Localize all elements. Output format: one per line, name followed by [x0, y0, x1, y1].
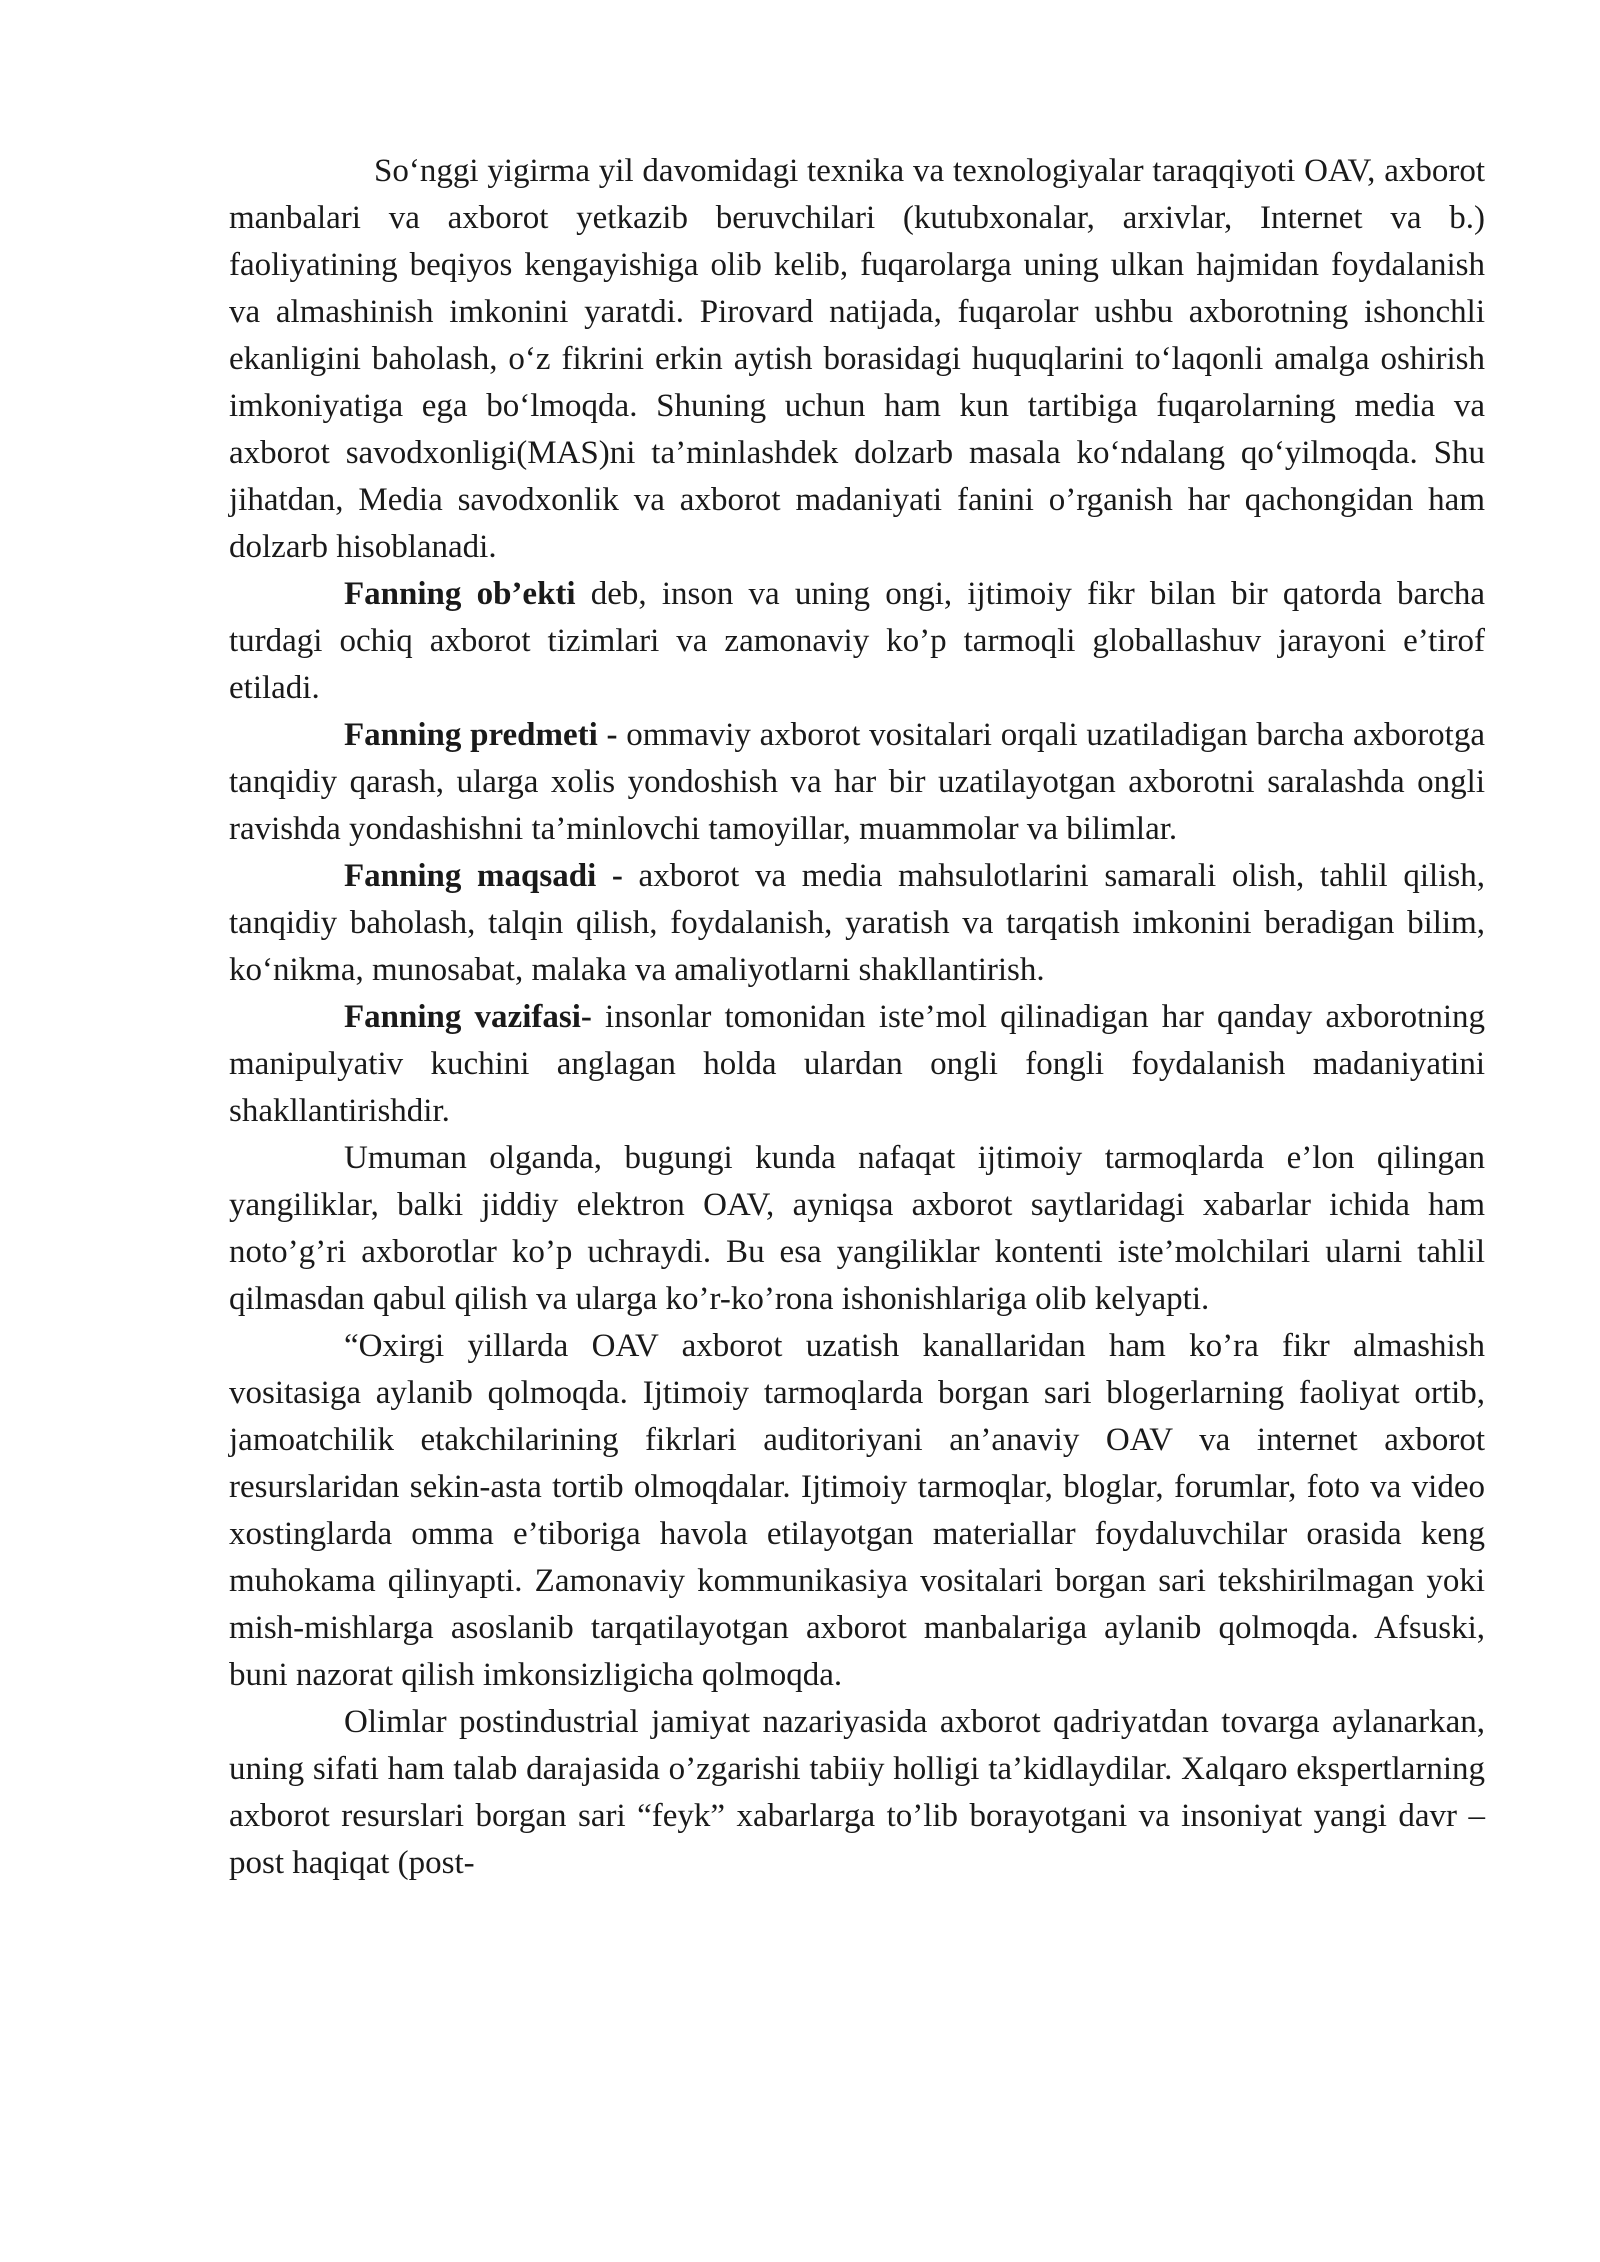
term-label: Fanning vazifasi- — [344, 999, 592, 1035]
term-label: Fanning ob’ekti — [344, 576, 576, 612]
paragraph-text: insonlar tomonidan iste’mol qilinadigan har qanday axborotning manipulyativ kuchini anglagan holda ulardan ongli fongli foydalanish madaniyatini shakllantirishdir. — [229, 999, 1485, 1129]
term-label: Fanning maqsadi - — [344, 858, 623, 894]
intro-paragraph — [229, 148, 1485, 571]
paragraph-text: axborot va media mahsulotlarini samarali olish, tahlil qilish, tanqidiy baholash, talqin qilish, foydalanish, yaratish va tarqatish imkonini beradigan bilim, ko‘nikma, munosabat, malaka va amaliyotlarni shakllantirish. — [229, 858, 1485, 988]
paragraph-text: “Oxirgi yillarda OAV axborot uzatish kanallaridan ham ko’ra fikr almashish vositasiga aylanib qolmoqda. Ijtimoiy tarmoqlarda borgan sari blogerlarning faoliyat ortib, jamoatchilik etakchilarining fikrlari auditoriyani an’anaviy OAV va internet axborot resurslaridan sekin-asta tortib olmoqdalar. Ijtimoiy tarmoqlar, bloglar, forumlar, foto va video xostinglarda omma e’tiboriga havola etilayotgan materiallar foydaluvchilar orasida keng muhokama qilinyapti. Zamonaviy kommunikasiya vositalari borgan sari tekshirilmagan yoki mish-mishlarga asoslanib tarqatilayotgan axborot manbalariga aylanib qolmoqda. Afsuski, buni nazorat qilish imkonsizligicha qolmoqda. — [229, 1328, 1485, 1693]
subject-task-paragraph — [229, 994, 1485, 1135]
paragraph-text: deb, inson va uning ongi, ijtimoiy fikr bilan bir qatorda barcha turdagi ochiq axborot tizimlari va zamonaviy ko’p tarmoqli globallashuv jarayoni e’tirof etiladi. — [229, 576, 1485, 706]
subject-object-paragraph — [229, 571, 1485, 712]
paragraph-text: Umuman olganda, bugungi kunda nafaqat ijtimoiy tarmoqlarda e’lon qilingan yangiliklar, balki jiddiy elektron OAV, ayniqsa axborot saytlaridagi xabarlar ichida ham noto’g’ri axborotlar ko’p uchraydi. Bu esa yangiliklar kontenti iste’molchilari ularni tahlil qilmasdan qabul qilish va ularga ko’r-ko’rona ishonishlariga olib kelyapti. — [229, 1140, 1485, 1317]
document-page — [229, 148, 1485, 1887]
subject-matter-paragraph — [229, 712, 1485, 853]
paragraph-text: ommaviy axborot vositalari orqali uzatiladigan barcha axborotga tanqidiy qarash, ularga xolis yondoshish va har bir uzatilayotgan axborotni saralashda ongli ravishda yondashishni ta’minlovchi tamoyillar, muammolar va bilimlar. — [229, 717, 1485, 847]
paragraph-text: Olimlar postindustrial jamiyat nazariyasida axborot qadriyatdan tovarga aylanarkan, uning sifati ham talab darajasida o’zgarishi tabiiy holligi ta’kidlaydilar. Xalqaro ekspertlarning axborot resurslari borgan sari “feyk” xabarlarga to’lib borayotgani va insoniyat yangi davr – post haqiqat (post- — [229, 1704, 1485, 1881]
body-paragraph — [229, 1323, 1485, 1699]
paragraph-text: So‘nggi yigirma yil davomidagi texnika va texnologiyalar taraqqiyoti OAV, axborot manbalari va axborot yetkazib beruvchilari (kutubxonalar, arxivlar, Internet va b.) faoliyatining beqiyos kengayishiga olib kelib, fuqarolarga uning ulkan hajmidan foydalanish va almashinish imkonini yaratdi. Pirovard natijada, fuqarolar ushbu axborotning ishonchli ekanligini baholash, o‘z fikrini erkin aytish borasidagi huquqlarini to‘laqonli amalga oshirish imkoniyatiga ega bo‘lmoqda. Shuning uchun ham kun tartibiga fuqarolarning media va axborot savodxonligi(MAS)ni ta’minlashdek dolzarb masala ko‘ndalang qo‘yilmoqda. Shu jihatdan, Media savodxonlik va axborot madaniyati fanini o’rganish har qachongidan ham dolzarb hisoblanadi. — [229, 153, 1485, 565]
body-paragraph — [229, 1135, 1485, 1323]
body-paragraph — [229, 1699, 1485, 1887]
term-label: Fanning predmeti - — [344, 717, 618, 753]
subject-goal-paragraph — [229, 853, 1485, 994]
